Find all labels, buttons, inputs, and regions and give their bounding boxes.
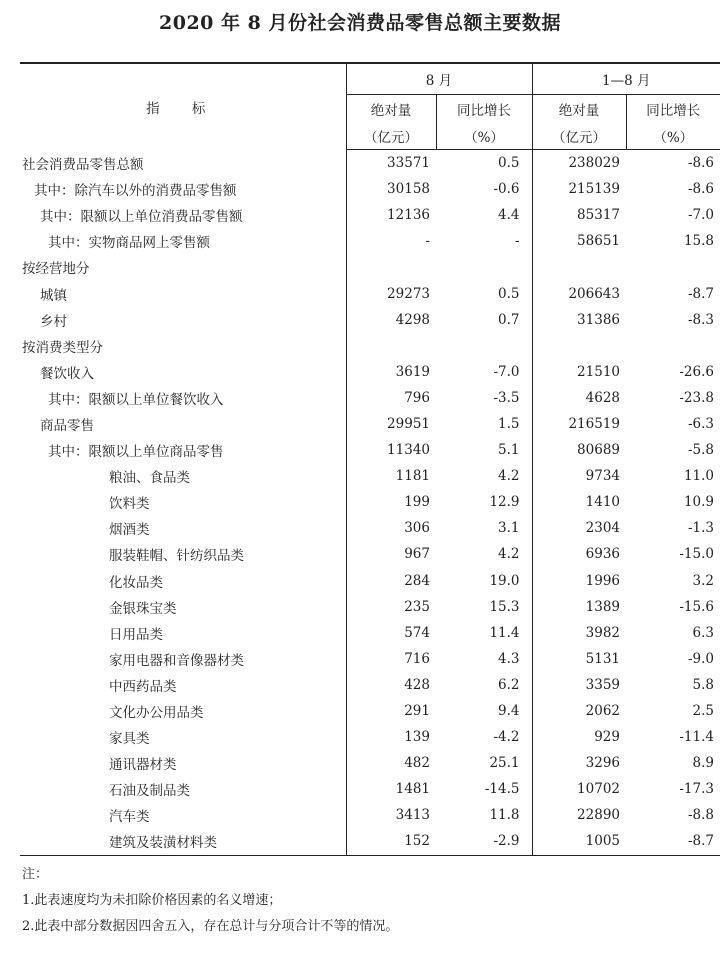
month-yoy-cell: 3.1: [498, 520, 520, 537]
table-row: [20, 359, 720, 385]
ytd-abs-cell: 1996: [532, 568, 626, 594]
table-row: [20, 568, 720, 594]
month-yoy-cell: -7.0: [493, 363, 520, 380]
row-label: 日用品类: [109, 626, 163, 643]
ytd-yoy-cell: [626, 254, 720, 280]
ytd-abs-cell: 31386: [532, 307, 626, 333]
ytd-yoy-cell: -8.8: [687, 807, 714, 824]
month-yoy-cell: 4.3: [498, 650, 520, 667]
month-abs-cell: 235: [346, 594, 436, 620]
ytd-yoy-cell: 11.0: [683, 468, 714, 485]
ytd-yoy-cell: -9.0: [687, 650, 714, 667]
ytd-yoy-cell: -6.3: [687, 415, 714, 432]
page-title: 2020 年 8 月份社会消费品零售总额主要数据: [159, 12, 561, 34]
table-row: [20, 463, 720, 489]
ytd-yoy-cell: -8.7: [687, 285, 714, 302]
month-yoy-cell: -2.9: [436, 828, 532, 855]
ytd-abs-cell: 1410: [532, 489, 626, 515]
table-row: [20, 776, 720, 802]
month-abs-cell: 33571: [346, 150, 436, 177]
month-yoy-cell: 4.2: [498, 468, 520, 485]
month-abs-cell: 796: [346, 385, 436, 411]
row-label: 通讯器材类: [109, 757, 177, 774]
ytd-yoy-cell: -8.6: [687, 155, 714, 172]
ytd-yoy-cell: -15.6: [679, 598, 714, 615]
ytd-abs-cell: 10702: [532, 776, 626, 802]
month-yoy-cell: 9.4: [498, 703, 520, 720]
table-row: [20, 385, 720, 411]
ytd-abs-cell: 2062: [532, 698, 626, 724]
month-yoy-cell: 0.5: [498, 155, 520, 172]
ytd-yoy-cell: 5.8: [692, 676, 714, 693]
table-row: [20, 437, 720, 463]
row-label: 饮料类: [109, 496, 150, 513]
month-abs-cell: [346, 254, 436, 280]
ytd-yoy-cell: -8.6: [687, 181, 714, 198]
row-label: 商品零售: [40, 417, 94, 434]
month-yoy-cell: -0.6: [493, 181, 520, 198]
month-abs-cell: 11340: [346, 437, 436, 463]
header-ytd-yoy-unit: （%）: [626, 122, 720, 150]
month-abs-cell: 284: [346, 568, 436, 594]
ytd-yoy-cell: -7.0: [687, 207, 714, 224]
table-row: [20, 750, 720, 776]
month-yoy-cell: 4.4: [498, 207, 520, 224]
footnotes: [22, 862, 398, 940]
ytd-yoy-cell: [626, 333, 720, 359]
month-abs-cell: [346, 333, 436, 359]
ytd-yoy-cell: -11.4: [679, 729, 714, 746]
ytd-yoy-cell: -15.0: [679, 546, 714, 563]
table-row: [20, 646, 720, 672]
row-label: 其中：除汽车以外的消费品零售额: [34, 183, 237, 200]
month-yoy-cell: 11.4: [489, 624, 520, 641]
month-abs-cell: 4298: [346, 307, 436, 333]
month-abs-cell: 1481: [346, 776, 436, 802]
month-abs-cell: 306: [346, 515, 436, 541]
month-yoy-cell: -3.5: [493, 389, 520, 406]
retail-sales-table: [20, 62, 720, 856]
table-row: [20, 202, 720, 228]
month-abs-cell: 30158: [346, 176, 436, 202]
ytd-abs-cell: 85317: [532, 202, 626, 228]
month-abs-cell: 29951: [346, 411, 436, 437]
row-label: 家用电器和音像器材类: [109, 652, 244, 669]
ytd-yoy-cell: -5.8: [687, 442, 714, 459]
row-label: 文化办公用品类: [109, 705, 204, 722]
month-abs-cell: 291: [346, 698, 436, 724]
row-label: 其中：限额以上单位消费品零售额: [40, 209, 243, 226]
ytd-abs-cell: [532, 254, 626, 280]
month-yoy-cell: 12.9: [489, 494, 520, 511]
ytd-abs-cell: 2304: [532, 515, 626, 541]
row-label: 按经营地分: [22, 261, 90, 278]
row-label: 餐饮收入: [40, 365, 94, 382]
row-label: 家具类: [109, 731, 150, 748]
month-abs-cell: -: [346, 228, 436, 254]
month-yoy-cell: 25.1: [489, 755, 520, 772]
month-abs-cell: 139: [346, 724, 436, 750]
ytd-yoy-cell: 10.9: [683, 494, 714, 511]
row-label: 粮油、食品类: [109, 470, 190, 487]
header-month-abs-unit: （亿元）: [346, 122, 436, 150]
row-label: 服装鞋帽、针纺织品类: [109, 548, 244, 565]
month-yoy-cell: 0.7: [498, 311, 520, 328]
table-row: [20, 307, 720, 333]
table-row: [20, 802, 720, 828]
ytd-abs-cell: 80689: [532, 437, 626, 463]
header-ytd-yoy: 同比增长: [626, 95, 720, 123]
table-row: [20, 515, 720, 541]
table-row: [20, 254, 720, 280]
table-row: [20, 228, 720, 254]
month-yoy-cell: 1.5: [498, 415, 520, 432]
ytd-abs-cell: 22890: [532, 802, 626, 828]
row-label: 其中：实物商品网上零售额: [48, 235, 210, 252]
month-abs-cell: 574: [346, 620, 436, 646]
ytd-abs-cell: 216519: [532, 411, 626, 437]
row-label: 乡村: [40, 313, 67, 330]
ytd-abs-cell: 6936: [532, 541, 626, 567]
ytd-abs-cell: [532, 333, 626, 359]
month-yoy-cell: [436, 333, 532, 359]
row-label: 汽车类: [109, 809, 150, 826]
ytd-abs-cell: 58651: [532, 228, 626, 254]
ytd-yoy-cell: -23.8: [679, 389, 714, 406]
table-row: [20, 489, 720, 515]
row-label: 化妆品类: [109, 574, 163, 591]
table-row: [20, 280, 720, 306]
ytd-abs-cell: 215139: [532, 176, 626, 202]
row-label: 中西药品类: [109, 678, 177, 695]
ytd-yoy-cell: -1.3: [687, 520, 714, 537]
ytd-abs-cell: 238029: [532, 150, 626, 177]
month-yoy-cell: -4.2: [493, 729, 520, 746]
row-label: 城镇: [40, 287, 67, 304]
header-period-ytd: 1—8 月: [532, 64, 720, 95]
ytd-abs-cell: 3359: [532, 672, 626, 698]
table-row: [20, 176, 720, 202]
month-yoy-cell: 11.8: [489, 807, 520, 824]
table-row: [20, 333, 720, 359]
table-row: [20, 150, 720, 177]
month-abs-cell: 967: [346, 541, 436, 567]
ytd-yoy-cell: -8.7: [626, 828, 720, 855]
ytd-yoy-cell: -17.3: [679, 781, 714, 798]
month-yoy-cell: [436, 254, 532, 280]
month-yoy-cell: -14.5: [484, 781, 520, 798]
header-month-abs: 绝对量: [346, 95, 436, 123]
ytd-abs-cell: 1389: [532, 594, 626, 620]
row-label: 石油及制品类: [109, 783, 190, 800]
table-row: [20, 411, 720, 437]
row-label: 金银珠宝类: [109, 600, 177, 617]
ytd-abs-cell: 21510: [532, 359, 626, 385]
month-abs-cell: 199: [346, 489, 436, 515]
row-label: 建筑及装潢材料类: [20, 828, 346, 855]
ytd-yoy-cell: 3.2: [692, 572, 714, 589]
row-label: 其中：限额以上单位餐饮收入: [48, 391, 224, 408]
table-row: [20, 620, 720, 646]
month-yoy-cell: 15.3: [489, 598, 520, 615]
table-row: [20, 828, 720, 855]
table-row: [20, 541, 720, 567]
ytd-abs-cell: 3982: [532, 620, 626, 646]
row-label: 其中：限额以上单位商品零售: [48, 444, 224, 461]
month-yoy-cell: 6.2: [498, 676, 520, 693]
ytd-yoy-cell: -26.6: [679, 363, 714, 380]
ytd-abs-cell: 4628: [532, 385, 626, 411]
note-1: 1.此表速度均为未扣除价格因素的名义增速；: [22, 893, 282, 908]
ytd-yoy-cell: 8.9: [692, 755, 714, 772]
month-abs-cell: 428: [346, 672, 436, 698]
table-row: [20, 672, 720, 698]
ytd-yoy-cell: 15.8: [683, 233, 714, 250]
notes-heading: 注：: [22, 867, 49, 882]
month-abs-cell: 716: [346, 646, 436, 672]
header-month-yoy-unit: （%）: [436, 122, 532, 150]
row-label: 烟酒类: [109, 522, 150, 539]
note-2: 2.此表中部分数据因四舍五入，存在总计与分项合计不等的情况。: [22, 919, 399, 934]
ytd-abs-cell: 3296: [532, 750, 626, 776]
month-yoy-cell: 0.5: [498, 285, 520, 302]
month-yoy-cell: -: [514, 233, 520, 250]
month-yoy-cell: 19.0: [489, 572, 520, 589]
ytd-abs-cell: 1005: [532, 828, 626, 855]
ytd-abs-cell: 929: [532, 724, 626, 750]
month-abs-cell: 152: [346, 828, 436, 855]
month-abs-cell: 482: [346, 750, 436, 776]
table-row: [20, 698, 720, 724]
month-yoy-cell: 4.2: [498, 546, 520, 563]
month-yoy-cell: 5.1: [498, 442, 520, 459]
row-label: 按消费类型分: [22, 339, 103, 356]
header-indicator: 指 标: [146, 100, 220, 117]
ytd-abs-cell: 9734: [532, 463, 626, 489]
ytd-abs-cell: 206643: [532, 280, 626, 306]
ytd-abs-cell: 5131: [532, 646, 626, 672]
table-row: [20, 724, 720, 750]
header-month-yoy: 同比增长: [436, 95, 532, 123]
month-abs-cell: 29273: [346, 280, 436, 306]
ytd-yoy-cell: -8.3: [687, 311, 714, 328]
month-abs-cell: 1181: [346, 463, 436, 489]
header-ytd-abs: 绝对量: [532, 95, 626, 123]
row-label: 社会消费品零售总额: [22, 156, 144, 173]
ytd-yoy-cell: 6.3: [692, 624, 714, 641]
ytd-yoy-cell: 2.5: [692, 703, 714, 720]
month-abs-cell: 12136: [346, 202, 436, 228]
month-abs-cell: 3413: [346, 802, 436, 828]
header-ytd-abs-unit: （亿元）: [532, 122, 626, 150]
table-row: [20, 594, 720, 620]
month-abs-cell: 3619: [346, 359, 436, 385]
header-period-month: 8 月: [346, 64, 532, 95]
